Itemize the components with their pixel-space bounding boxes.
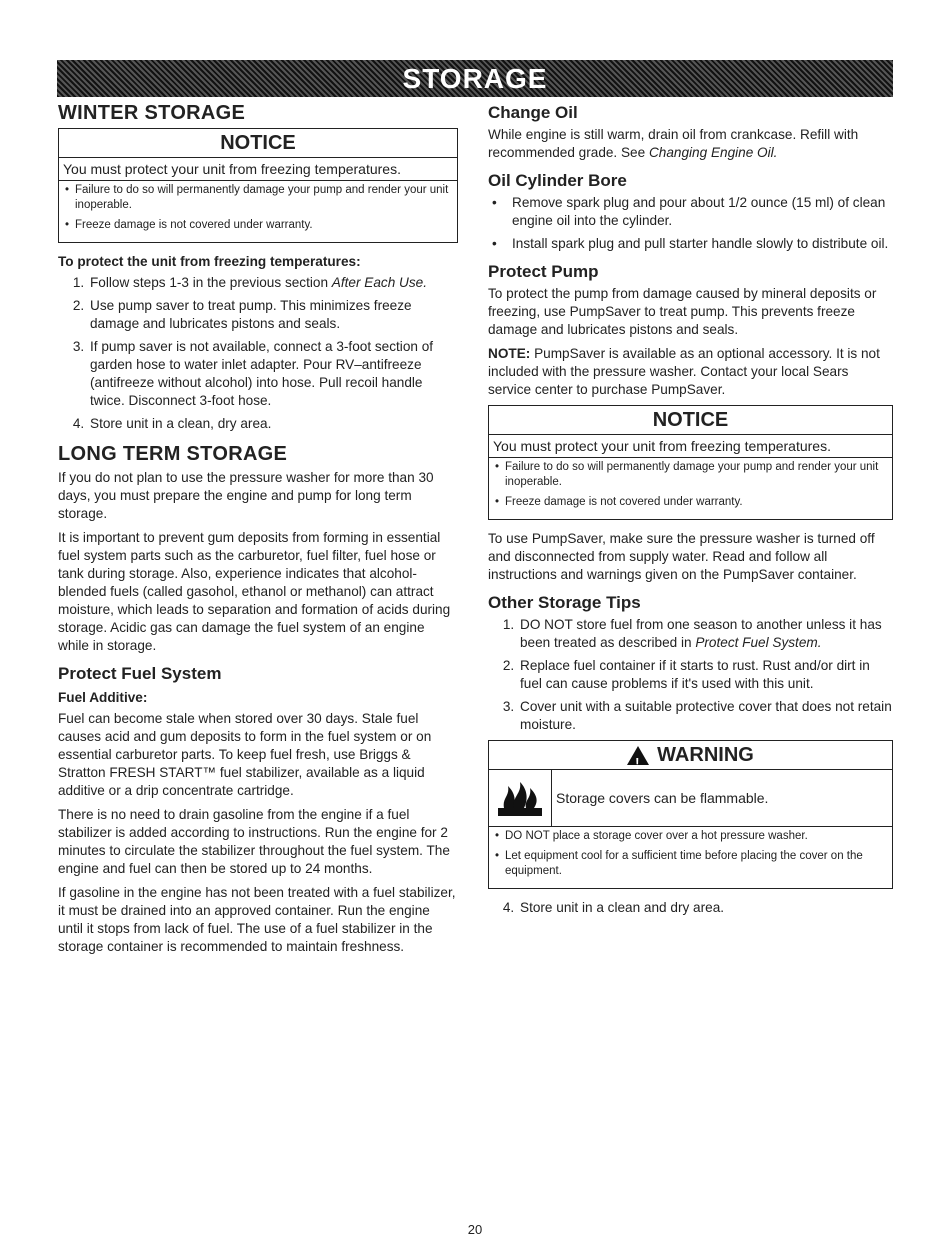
storage-tip: 1. DO NOT store fuel from one season to another unless it has been treated as described in Protect Fuel System. — [518, 616, 893, 652]
notice-title: NOTICE — [489, 406, 892, 435]
protect-fuel-heading: Protect Fuel System — [58, 664, 222, 683]
page-number: 20 — [467, 1222, 483, 1237]
winter-steps — [58, 274, 458, 433]
notice-box-1 — [58, 128, 458, 243]
left-column — [58, 104, 458, 962]
storage-tips-continued — [488, 899, 893, 917]
change-oil-heading: Change Oil — [488, 103, 578, 122]
fuel-paragraph-3: If gasoline in the engine has not been treated with a fuel stabilizer, it must be drained into an approved container. Run the engine until it stops from lack of fuel. The use of a fuel stabilizer in the storage container is recommended to maintain freshness. — [58, 885, 456, 954]
other-storage-tips-heading: Other Storage Tips — [488, 593, 641, 612]
notice-bullets — [59, 181, 457, 242]
bore-bullets — [488, 194, 893, 253]
warning-bullet: • Let equipment cool for a sufficient time before placing the cover on the equipment. — [505, 849, 888, 879]
warning-title: ! WARNING — [489, 741, 892, 770]
bore-bullet: • Install spark plug and pull starter handle slowly to distribute oil. — [512, 235, 893, 253]
notice-lead: You must protect your unit from freezing temperatures. — [59, 158, 457, 181]
fuel-paragraph-1: Fuel can become stale when stored over 30 days. Stale fuel causes acid and gum deposits to form in the fuel system or on essential carburetor parts. To keep fuel fresh, use Briggs & Stratton FRESH START™ fuel stabilizer, available as a liquid additive or a drip concentrate cartridge. — [58, 711, 432, 798]
winter-step: 2. Use pump saver to treat pump. This minimizes freeze damage and lubricates pistons and seals. — [88, 297, 458, 333]
flammable-icon — [489, 770, 552, 826]
changing-engine-oil-ref: Changing Engine Oil. — [648, 145, 778, 160]
protect-pump-paragraph: To protect the pump from damage caused by mineral deposits or freezing, use PumpSaver to treat pump. This prevents freeze damage and lubricates pistons and seals. — [488, 286, 877, 337]
storage-tip: 2. Replace fuel container if it starts to rust. Rust and/or dirt in fuel can cause problems if it's used with this unit. — [518, 657, 893, 693]
notice-bullet: • Failure to do so will permanently damage your pump and render your unit inoperable. — [75, 183, 453, 213]
fuel-paragraph-2: There is no need to drain gasoline from the engine if a fuel stabilizer is added according to instructions. Run the engine for 2 minutes to circulate the stabilizer throughout the fuel system. The engine and fuel can then be stored up to 24 months. — [58, 807, 450, 876]
storage-tips — [488, 616, 893, 734]
after-each-use-ref: After Each Use. — [331, 275, 427, 290]
notice-box-2 — [488, 405, 893, 520]
protect-freezing-heading: To protect the unit from freezing temperatures: — [58, 254, 361, 269]
warning-lead: Storage covers can be flammable. — [556, 790, 769, 806]
pumpsaver-instructions: To use PumpSaver, make sure the pressure washer is turned off and disconnected from supply water. Read and follow all instructions and warnings given on the PumpSaver container. — [488, 531, 875, 582]
warning-box — [488, 740, 893, 889]
bore-bullet: • Remove spark plug and pour about 1/2 ounce (15 ml) of clean engine oil into the cylinder. — [512, 194, 893, 230]
banner-title: STORAGE — [402, 63, 548, 94]
warning-bullets — [489, 827, 892, 888]
protect-fuel-system-ref: Protect Fuel System. — [695, 635, 822, 650]
storage-tip: 4. Store unit in a clean and dry area. — [518, 899, 893, 917]
change-oil-text: While engine is still warm, drain oil from crankcase. Refill with recommended grade. See Changing Engine Oil. — [488, 127, 859, 160]
winter-step: 4. Store unit in a clean, dry area. — [88, 415, 458, 433]
winter-storage-heading: WINTER STORAGE — [58, 102, 246, 124]
notice-bullet: • Freeze damage is not covered under warranty. — [505, 495, 888, 510]
warning-triangle-icon — [627, 746, 649, 765]
notice-bullet: • Freeze damage is not covered under warranty. — [75, 218, 453, 233]
warning-row — [489, 770, 892, 827]
right-column — [488, 104, 893, 923]
winter-step: 3. If pump saver is not available, connect a 3-foot section of garden hose to water inlet adapter. Pour RV–antifreeze (antifreeze without alcohol) into hose. Pull recoil handle twice. Disconnect 3-foot hose. — [88, 338, 458, 410]
notice-bullet: • Failure to do so will permanently damage your pump and render your unit inoperable. — [505, 460, 888, 490]
long-term-paragraph-2: It is important to prevent gum deposits from forming in essential fuel system parts such as the carburetor, fuel filter, fuel hose or tank during storage. Also, experience indicates that alcohol-blended fuels (called gasohol, ethanol or methanol) can attract moisture, which leads to separation and formation of acids during storage. Acidic gas can damage the fuel system of an engine while in storage. — [58, 530, 451, 653]
protect-pump-heading: Protect Pump — [488, 262, 599, 281]
long-term-storage-heading: LONG TERM STORAGE — [58, 443, 288, 465]
fuel-additive-heading: Fuel Additive: — [58, 690, 148, 705]
oil-cylinder-bore-heading: Oil Cylinder Bore — [488, 171, 627, 190]
notice-title: NOTICE — [59, 129, 457, 158]
winter-step: 1. Follow steps 1-3 in the previous section After Each Use. — [88, 274, 458, 292]
storage-tip: 3. Cover unit with a suitable protective cover that does not retain moisture. — [518, 698, 893, 734]
notice-bullets — [489, 458, 892, 519]
pump-note: NOTE: PumpSaver is available as an optional accessory. It is not included with the pressure washer. Contact your local Sears service center to purchase PumpSaver. — [488, 346, 880, 397]
warning-bullet: • DO NOT place a storage cover over a hot pressure washer. — [505, 829, 888, 844]
page-banner — [57, 60, 893, 97]
notice-lead: You must protect your unit from freezing temperatures. — [489, 435, 892, 458]
long-term-paragraph-1: If you do not plan to use the pressure washer for more than 30 days, you must prepare the engine and pump for long term storage. — [58, 470, 434, 521]
